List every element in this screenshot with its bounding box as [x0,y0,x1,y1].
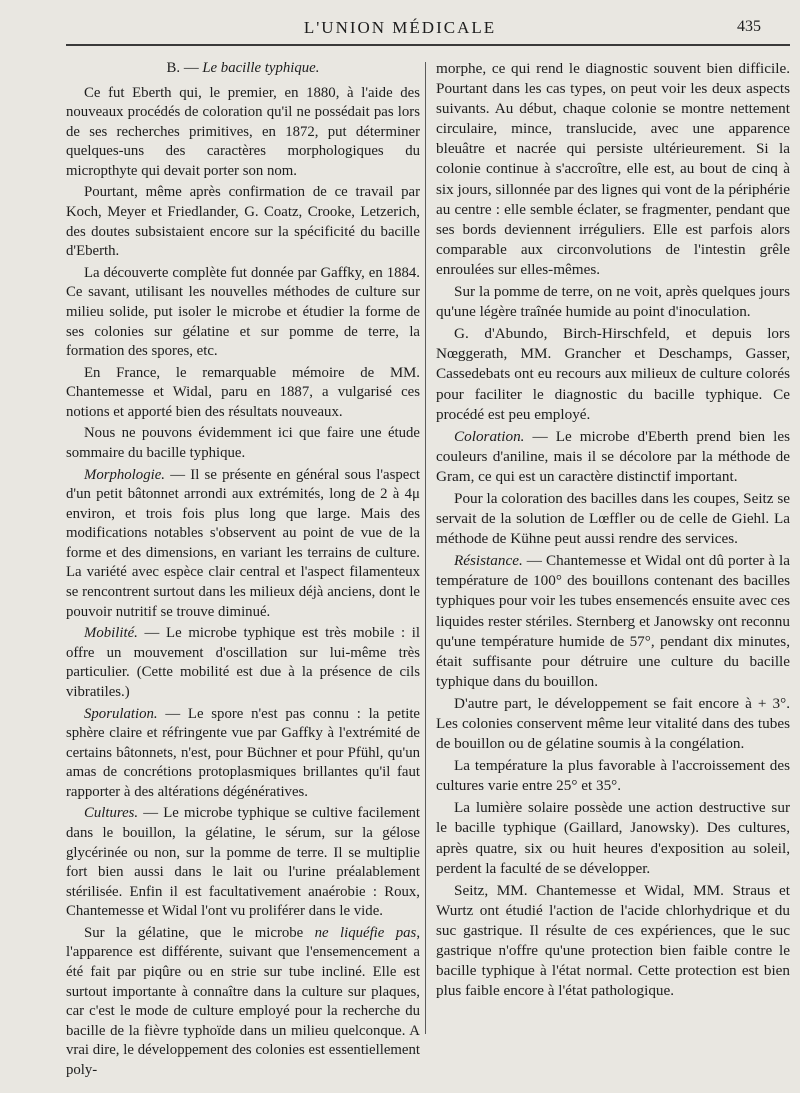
paragraph-gaffky: La découverte complète fut donnée par Gaffky, en 1884. Ce savant, utilisant les nouvelles méthodes de culture sur milieu solide, put isoler le microbe et étudier la forme de ses colonies sur gélatine et sur pomme de terre, la formation des spores, etc. [66,264,420,360]
morphologie-text: — Il se présente en général sous l'aspect d'un petit bâtonnet arrondi aux extrémités, long de 2 à 4μ environ, et trois fois plus long que large. Mais des modifications notables s'observent au point de vue de la forme et des dimensions, en variant les terrains de culture. La variété avec espèce clair central et l'aspect filamenteux se rencontrent surtout dans les milieux déjà anciens, dont le pouvoir nutritif se trouve diminué. [66,466,420,620]
morphologie-label: Morphologie. [84,466,165,483]
paragraph-morphologie [66,466,420,623]
paragraph-coloration [436,427,790,487]
section-title: Le bacille typhique. [202,60,320,76]
paragraph-pomme-de-terre: Sur la pomme de terre, on ne voit, après quelques jours qu'une légère traînée humide au point d'inoculation. [436,283,790,321]
paragraph-koch: Pourtant, même après confirmation de ce travail par Koch, Meyer et Friedlander, G. Coatz, Crooke, Letzerich, des doutes subsistaient encore sur la spécificité du bacille d'Eberth. [66,184,420,260]
coloration-label: Coloration. [454,427,525,445]
coloration-text: — Le microbe d'Eberth prend bien les couleurs d'aniline, mais il se décolore par la méthode de Gram, ce qui est un caractère distinctif important. [436,427,790,485]
cultures-label: Cultures. [84,805,139,822]
paragraph-mobilite [66,624,420,702]
gelatine-text-before: Sur la gélatine, que le microbe [84,924,315,941]
mobilite-text: — Le microbe typhique est très mobile : il offre un mouvement d'oscillation sur lui-même très particulier. (Cette mobilité est due à la présence de cils vibratiles.) [66,625,420,700]
paragraph-gelatine [66,924,420,1081]
paragraph-cultures [66,804,420,921]
right-column [436,59,790,1003]
column-divider [425,62,426,1034]
paragraph-seitz: Seitz, MM. Chantemesse et Widal, MM. Straus et Wurtz ont étudié l'action de l'acide chlorhydrique et du suc gastrique. Il résulte de ces expériences, que le suc gastrique n'offre qu'une protection bien faible contre le bacille typhique à l'état normal. Cette protection est bien plus faible encore à l'état pathologique. [436,881,790,1000]
section-letter: B. — [166,60,203,76]
page-number: 435 [737,18,761,35]
sporulation-text: — Le spore n'est pas connu : la petite sphère claire et réfringente vue par Gaffky à l'extrémité de certains bâtonnets, n'est, pour Büchner et pour Pfühl, qu'un amas de concrétions protoplasmiques brillantes qu'il faut rapporter à des altérations dégénératives. [66,705,420,800]
paragraph-france: En France, le remarquable mémoire de MM. Chantemesse et Widal, paru en 1887, a vulgarisé ces notions et apporté bien des résultats nouveaux. [66,364,420,420]
paragraph-temperature: La température la plus favorable à l'accroissement des cultures varie entre 25° et 35°. [436,757,790,795]
paragraph-sporulation [66,705,420,803]
paragraph-lumiere: La lumière solaire possède une action destructive sur le bacille typhique (Gaillard, Janowsky). Des cultures, après quatre, six ou huit heures d'exposition au soleil, perdent la faculté de se développer. [436,799,790,877]
section-heading [66,59,420,79]
left-column [66,59,420,1082]
resistance-text: — Chantemesse et Widal ont dû porter à la température de 100° des bouillons contenant des bacilles typhiques pour voir les tubes ensemencés ensuite avec ces liquides rester stériles. Sternberg et Janowsky ont reconnu qu'une température humide de 57°, pendant dix minutes, était suffisante pour détruire une culture du bacille typhique dans du bouillon. [436,552,790,690]
paragraph-abundo: G. d'Abundo, Birch-Hirschfeld, et depuis lors Nœggerath, MM. Grancher et Deschamps, Gasser, Cassedebats ont eu recours aux milieux de culture colorés pour faciliter le diagnostic du bacille typhique. Ce procédé est peu employé. [436,325,790,423]
paragraph-continuation: morphe, ce qui rend le diagnostic souvent bien difficile. Pourtant dans les cas types, on peut voir les deux aspects suivants. Au début, chaque colonie se montre nettement circulaire, mince, translucide, avec une apparence bleuâtre et nacrée qui persiste ultérieurement. Si la colonie continue à s'accroître, elle est, au bout de cinq à six jours, sillonnée par des lignes qui vont de la périphérie au centre : elle semble éclater, se fragmenter, pendant que ses bords deviennent irréguliers. Elle est parfois alors comparable aux circonvolutions de l'intestin grêle enroulées sur elles-mêmes. [436,60,790,278]
gelatine-italic: ne liquéfie pas [314,924,417,941]
mobilite-label: Mobilité. [84,625,138,642]
paragraph-etude: Nous ne pouvons évidemment ici que faire une étude sommaire du bacille typhique. [66,425,420,461]
gelatine-text-after: , l'apparence est différente, suivant que l'ensemencement a été fait par piqûre ou en strie sur tube incliné. Elle est surtout importante à connaître dans la culture sur plaques, car c'est le mode de culture employé pour la recherche du bacille de la fièvre typhoïde dans un milieu quelconque. A vrai dire, le développement des colonies est essentiellement poly- [66,924,421,1078]
paragraph-coupes: Pour la coloration des bacilles dans les coupes, Seitz se servait de la solution de Lœffler ou de celle de Giehl. La méthode de Kühne peut aussi rendre des services. [436,489,790,548]
paragraph-resistance [436,551,790,692]
paragraph-autre-part: D'autre part, le développement se fait encore à + 3°. Les colonies conservent même leur vitalité dans des tubes de bouillon ou de gélatine soumis à la congélation. [436,694,790,753]
sporulation-label: Sporulation. [84,705,158,722]
paragraph-eberth: Ce fut Eberth qui, le premier, en 1880, à l'aide des nouveaux procédés de coloration qu'il ne possédait pas lors de ses recherches primitives, en 1872, put déterminer quelques-uns des caractères morphologiques du micropthyte qui devait porter son nom. [66,84,420,179]
cultures-text: — Le microbe typhique se cultive facilement dans le bouillon, la gélatine, le sérum, sur la gélose glycérinée ou non, sur la pomme de terre. Il se multiplie fort bien aussi dans le lait ou l'urine préalablement stérilisée. Enfin il est facultativement anaérobie : Roux, Chantemesse et Widal l'ont vu proliférer dans le vide. [66,805,420,920]
header-rule [66,44,790,46]
running-header-title: L'UNION MÉDICALE [303,18,497,37]
resistance-label: Résistance. [454,552,523,570]
